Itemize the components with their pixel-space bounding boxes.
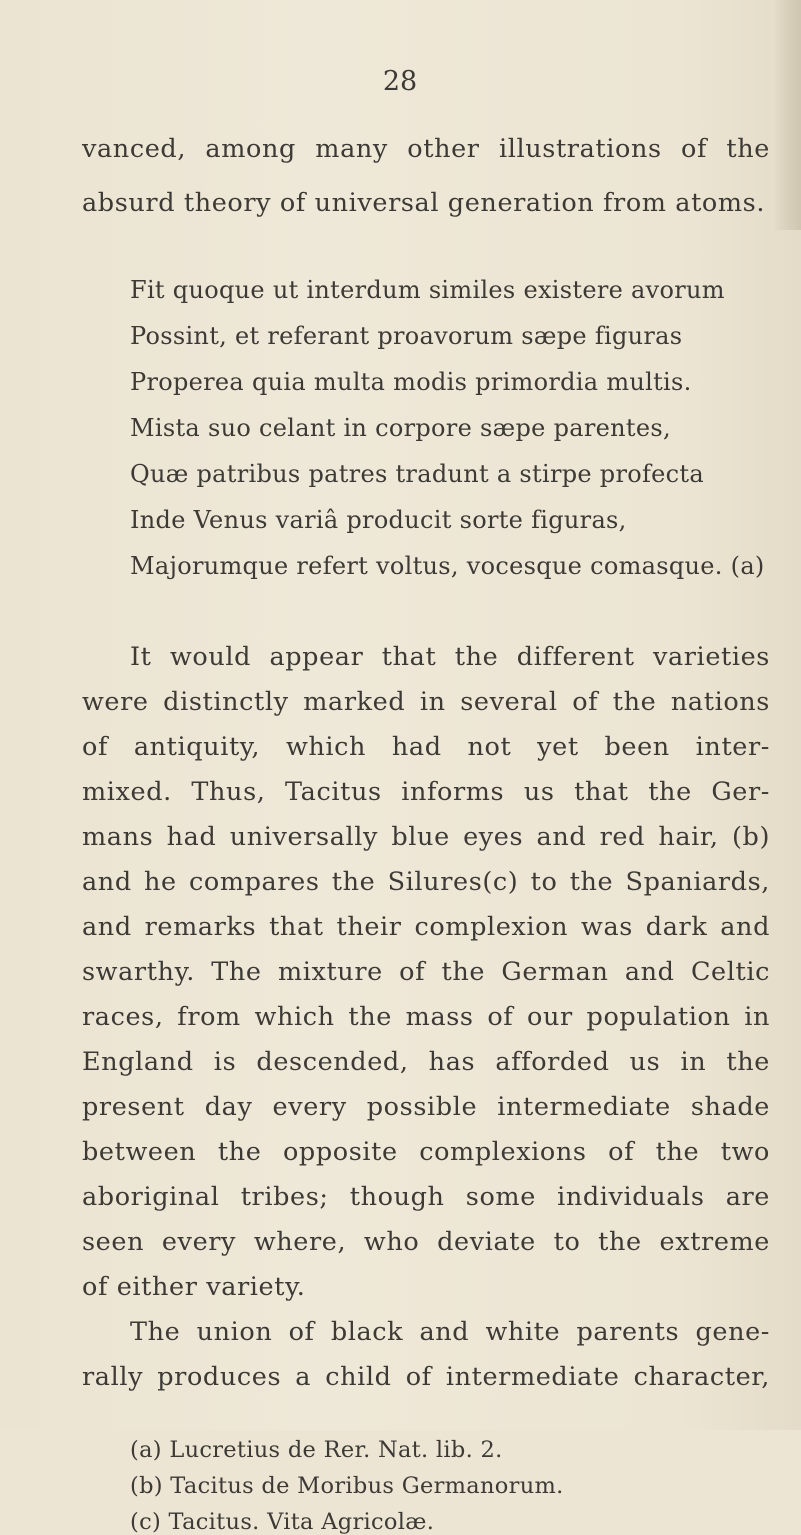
verse-line: Possint, et referant proavorum sæpe figuras	[130, 322, 683, 350]
page-number: 28	[382, 66, 418, 97]
body-line: It would appear that the different varieties	[130, 642, 770, 672]
verse-line: Properea quia multa modis primordia multis.	[130, 368, 692, 396]
verse-line: Fit quoque ut interdum similes existere avorum	[130, 276, 725, 304]
verse-line: Majorumque refert voltus, vocesque comasque. (a)	[130, 552, 765, 580]
body-line: England is descended, has afforded us in the	[82, 1047, 770, 1077]
body-line: present day every possible intermediate shade	[82, 1092, 770, 1122]
body-line: mixed. Thus, Tacitus informs us that the Ger-	[82, 777, 770, 807]
body-line: of either variety.	[82, 1272, 306, 1302]
intro-line: absurd theory of universal generation from atoms.	[82, 188, 766, 218]
body-line: races, from which the mass of our population in	[82, 1002, 770, 1032]
footnote: (a) Lucretius de Rer. Nat. lib. 2.	[130, 1437, 503, 1463]
body-line: between the opposite complexions of the two	[82, 1137, 770, 1167]
body-line: rally produces a child of intermediate character,	[82, 1362, 770, 1392]
intro-line: vanced, among many other illustrations of the	[82, 134, 770, 164]
body-line: aboriginal tribes; though some individuals are	[82, 1182, 770, 1212]
page-edge-shadow	[773, 0, 801, 230]
verse-line: Mista suo celant in corpore sæpe parentes,	[130, 414, 671, 442]
body-line: swarthy. The mixture of the German and Celtic	[82, 957, 770, 987]
body-line: and remarks that their complexion was dark and	[82, 912, 770, 942]
body-line: seen every where, who deviate to the extreme	[82, 1227, 770, 1257]
body-line: and he compares the Silures(c) to the Spaniards,	[82, 867, 770, 897]
footnote: (b) Tacitus de Moribus Germanorum.	[130, 1473, 564, 1499]
verse-line: Inde Venus variâ producit sorte figuras,	[130, 506, 627, 534]
footnote: (c) Tacitus. Vita Agricolæ.	[130, 1509, 435, 1535]
verse-line: Quæ patribus patres tradunt a stirpe profecta	[130, 460, 704, 488]
body-line: The union of black and white parents gene-	[130, 1317, 770, 1347]
body-line: mans had universally blue eyes and red hair, (b)	[82, 822, 770, 852]
body-line: of antiquity, which had not yet been inter-	[82, 732, 770, 762]
body-line: were distinctly marked in several of the nations	[82, 687, 770, 717]
